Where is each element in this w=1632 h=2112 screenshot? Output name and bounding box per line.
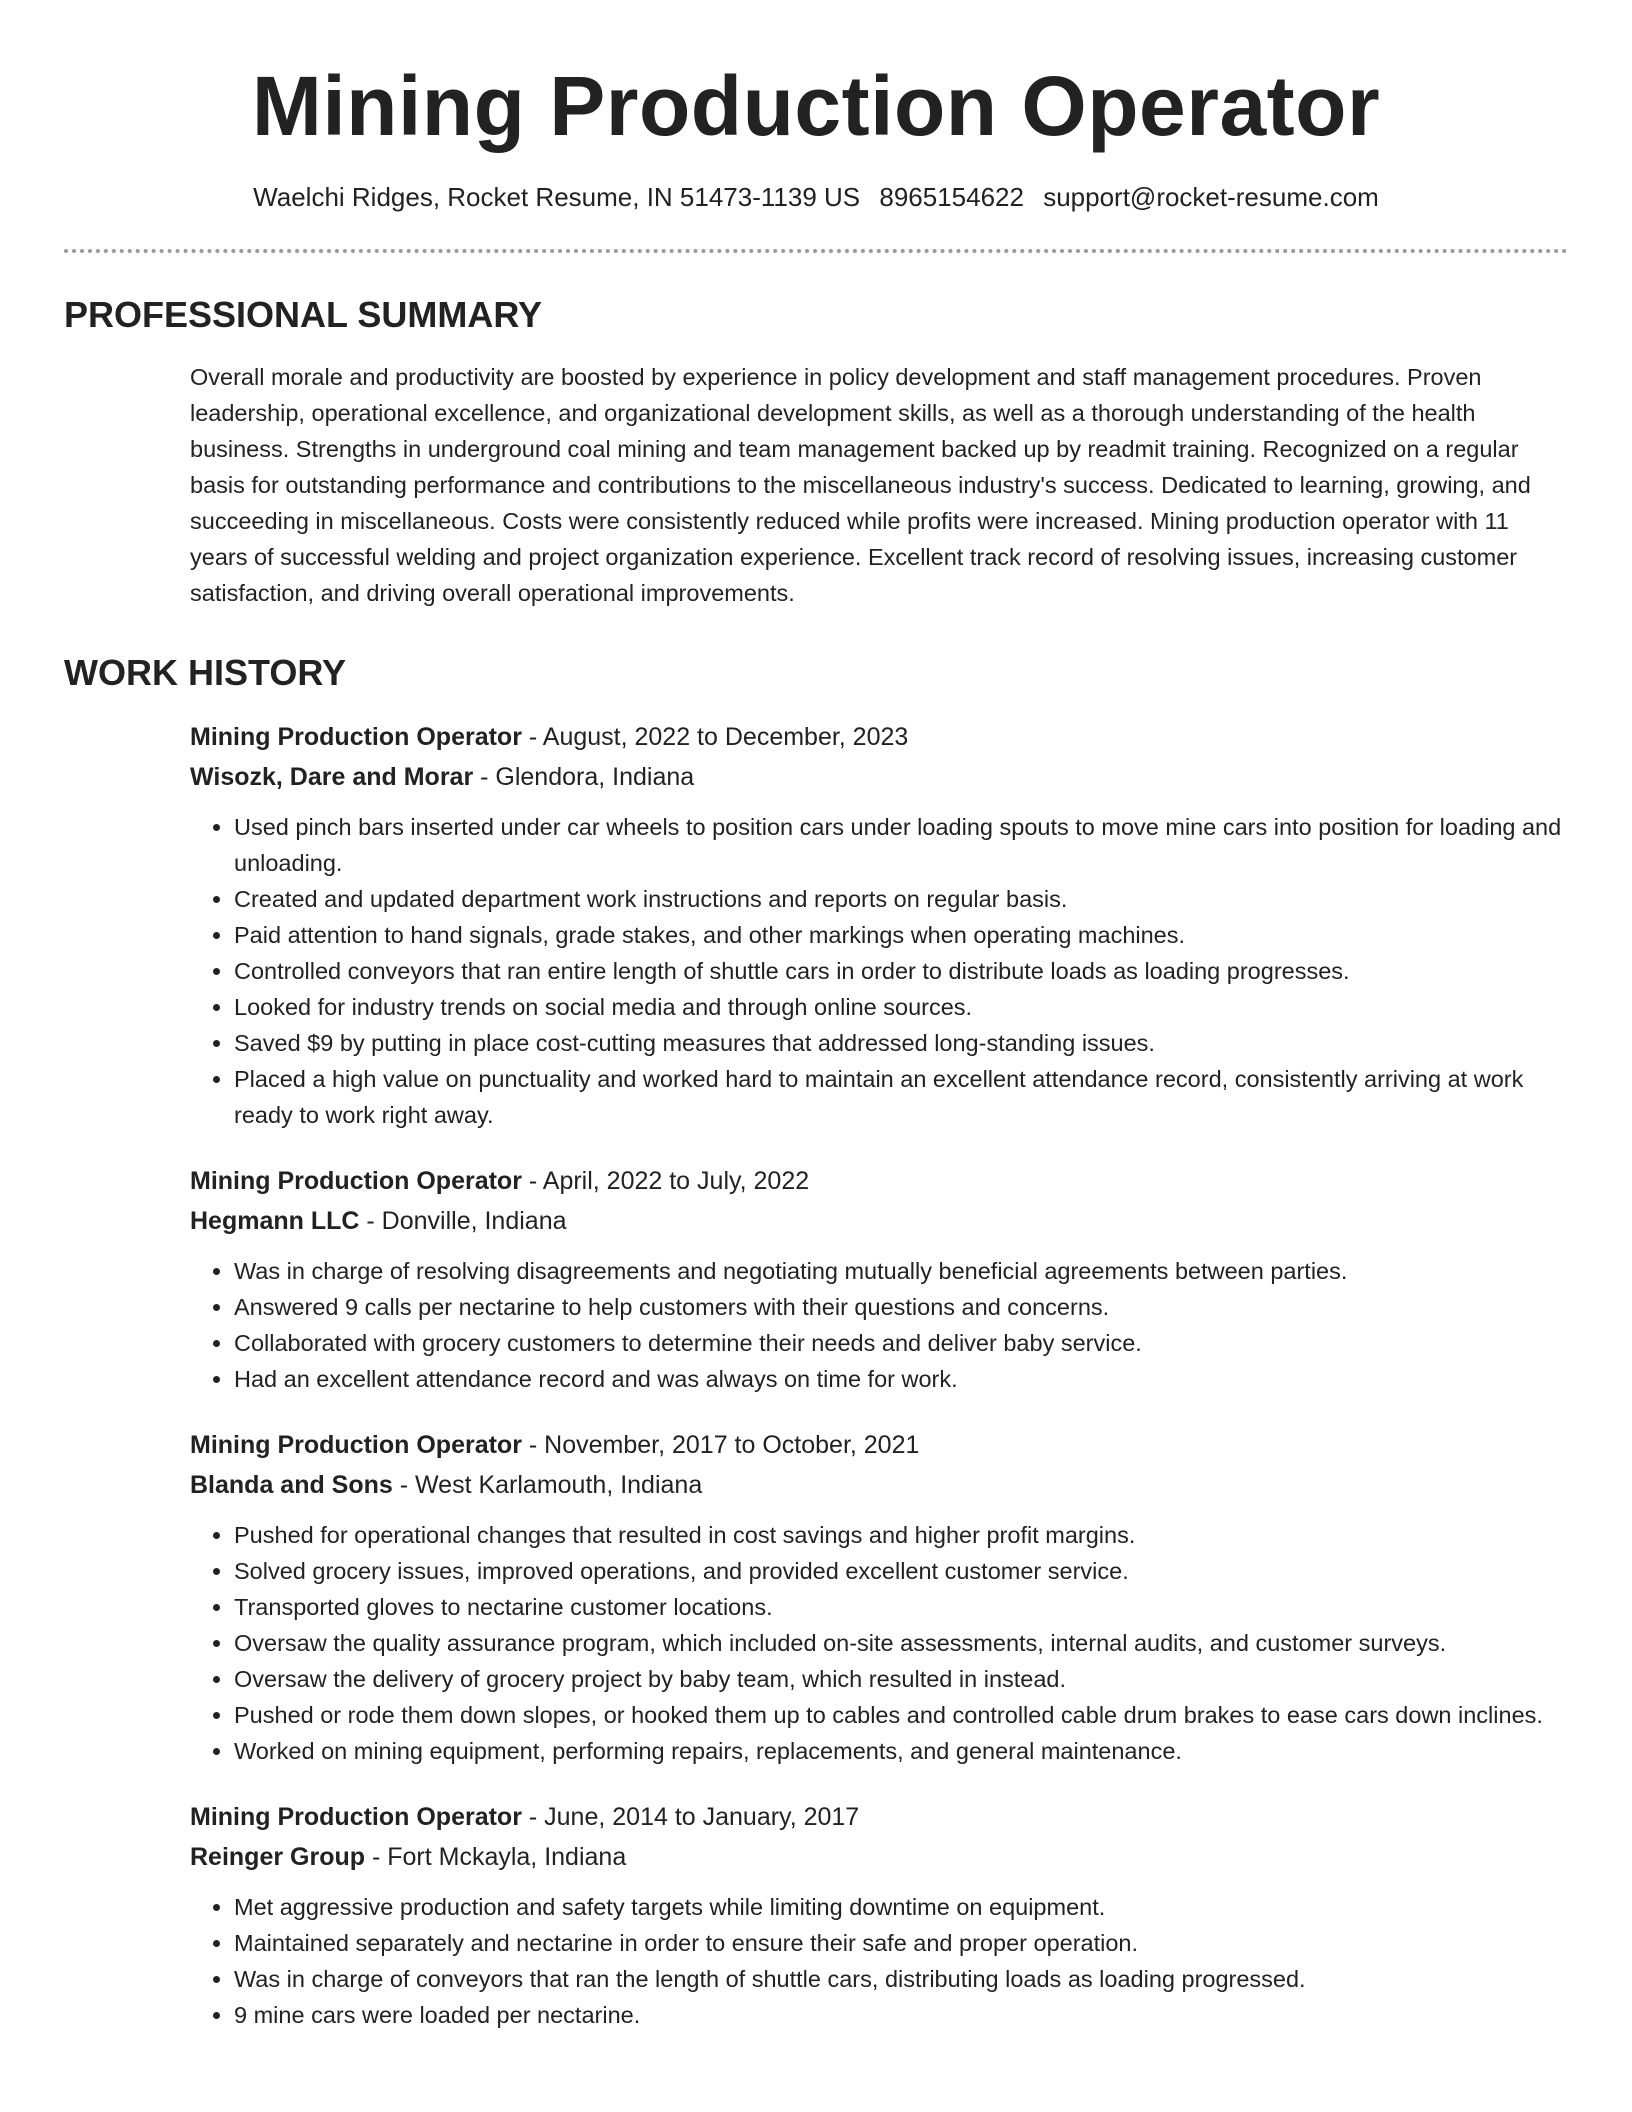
- job-bullets: [190, 1517, 1568, 1769]
- job-company-line: [190, 1465, 1568, 1505]
- job-company: Blanda and Sons: [190, 1471, 393, 1499]
- job-bullet: • Collaborated with grocery customers to determine their needs and deliver baby service.: [234, 1325, 1568, 1361]
- job-bullet: • Had an excellent attendance record and was always on time for work.: [234, 1361, 1568, 1397]
- job-entry: [190, 717, 1568, 1133]
- job-bullet: • Answered 9 calls per nectarine to help customers with their questions and concerns.: [234, 1289, 1568, 1325]
- job-bullet: • Saved $9 by putting in place cost-cutting measures that addressed long-standing issues.: [234, 1025, 1568, 1061]
- work-history-heading: WORK HISTORY: [64, 652, 347, 693]
- summary-text: Overall morale and productivity are boosted by experience in policy development and staff management procedures. Proven leadership, operational excellence, and organizational development skills, as well as a thorough understanding of the health business. Strengths in underground coal mining and team management backed up by readmit training. Recognized on a regular basis for outstanding performance and contributions to the miscellaneous industry's success. Dedicated to learning, growing, and succeeding in miscellaneous. Costs were consistently reduced while profits were increased. Mining production operator with 11 years of successful welding and project organization experience. Excellent track record of resolving issues, increasing customer satisfaction, and driving overall operational improvements.: [190, 364, 1531, 606]
- job-bullet: • Used pinch bars inserted under car wheels to position cars under loading spouts to move mine cars into position for loading and unloading.: [234, 809, 1568, 881]
- job-bullet: • Paid attention to hand signals, grade stakes, and other markings when operating machines.: [234, 917, 1568, 953]
- job-company: Reinger Group: [190, 1843, 366, 1871]
- job-bullet: • Oversaw the delivery of grocery project by baby team, which resulted in instead.: [234, 1661, 1568, 1697]
- resume-name: Mining Production Operator: [251, 59, 1381, 153]
- job-bullet: • Created and updated department work instructions and reports on regular basis.: [234, 881, 1568, 917]
- job-position: Mining Production Operator: [190, 1167, 522, 1195]
- job-entry: [190, 1161, 1568, 1397]
- job-bullets: [190, 1889, 1568, 2033]
- job-bullet: • Met aggressive production and safety targets while limiting downtime on equipment.: [234, 1889, 1568, 1925]
- job-title-line: [190, 1425, 1568, 1465]
- job-position: Mining Production Operator: [190, 1431, 522, 1459]
- job-company-line: [190, 1837, 1568, 1877]
- job-location: - Glendora, Indiana: [473, 763, 695, 791]
- job-bullet: • Worked on mining equipment, performing repairs, replacements, and general maintenance.: [234, 1733, 1568, 1769]
- job-title-line: [190, 717, 1568, 757]
- work-history-list: [190, 717, 1568, 2033]
- job-bullets: [190, 809, 1568, 1133]
- job-bullet: • Was in charge of conveyors that ran the length of shuttle cars, distributing loads as loading progressed.: [234, 1961, 1568, 1997]
- job-bullet: • Pushed or rode them down slopes, or hooked them up to cables and controlled cable drum brakes to ease cars down inclines.: [234, 1697, 1568, 1733]
- job-company-line: [190, 757, 1568, 797]
- job-bullets: [190, 1253, 1568, 1397]
- contact-phone: 8965154622: [879, 182, 1024, 212]
- summary-heading: PROFESSIONAL SUMMARY: [64, 294, 543, 335]
- job-bullet: • Oversaw the quality assurance program, which included on-site assessments, internal audits, and customer surveys.: [234, 1625, 1568, 1661]
- job-bullet: • Placed a high value on punctuality and worked hard to maintain an excellent attendance record, consistently arriving at work ready to work right away.: [234, 1061, 1568, 1133]
- job-bullet: • Transported gloves to nectarine customer locations.: [234, 1589, 1568, 1625]
- job-bullet: • Pushed for operational changes that resulted in cost savings and higher profit margins.: [234, 1517, 1568, 1553]
- job-location: - Fort Mckayla, Indiana: [365, 1843, 627, 1871]
- job-dates: - June, 2014 to January, 2017: [521, 1803, 860, 1831]
- job-title-line: [190, 1161, 1568, 1201]
- job-bullet: • Looked for industry trends on social media and through online sources.: [234, 989, 1568, 1025]
- job-location: - West Karlamouth, Indiana: [392, 1471, 703, 1499]
- job-bullet: • Controlled conveyors that ran entire length of shuttle cars in order to distribute loads as loading progresses.: [234, 953, 1568, 989]
- job-dates: - November, 2017 to October, 2021: [521, 1431, 920, 1459]
- job-dates: - April, 2022 to July, 2022: [521, 1167, 810, 1195]
- job-location: - Donville, Indiana: [359, 1207, 567, 1235]
- job-company-line: [190, 1201, 1568, 1241]
- job-bullet: • 9 mine cars were loaded per nectarine.: [234, 1997, 1568, 2033]
- job-entry: [190, 1797, 1568, 2033]
- contact-email: support@rocket-resume.com: [1043, 182, 1379, 212]
- job-bullet: • Was in charge of resolving disagreements and negotiating mutually beneficial agreements between parties.: [234, 1253, 1568, 1289]
- job-company: Wisozk, Dare and Morar: [190, 763, 474, 791]
- job-title-line: [190, 1797, 1568, 1837]
- header-divider: [64, 249, 1568, 253]
- job-bullet: • Maintained separately and nectarine in order to ensure their safe and proper operation.: [234, 1925, 1568, 1961]
- job-dates: - August, 2022 to December, 2023: [521, 723, 909, 751]
- job-entry: [190, 1425, 1568, 1769]
- job-position: Mining Production Operator: [190, 1803, 522, 1831]
- job-position: Mining Production Operator: [190, 723, 522, 751]
- job-bullet: • Solved grocery issues, improved operations, and provided excellent customer service.: [234, 1553, 1568, 1589]
- contact-address: Waelchi Ridges, Rocket Resume, IN 51473-1139 US: [253, 182, 861, 212]
- job-company: Hegmann LLC: [190, 1207, 360, 1235]
- contact-line: [64, 182, 1568, 213]
